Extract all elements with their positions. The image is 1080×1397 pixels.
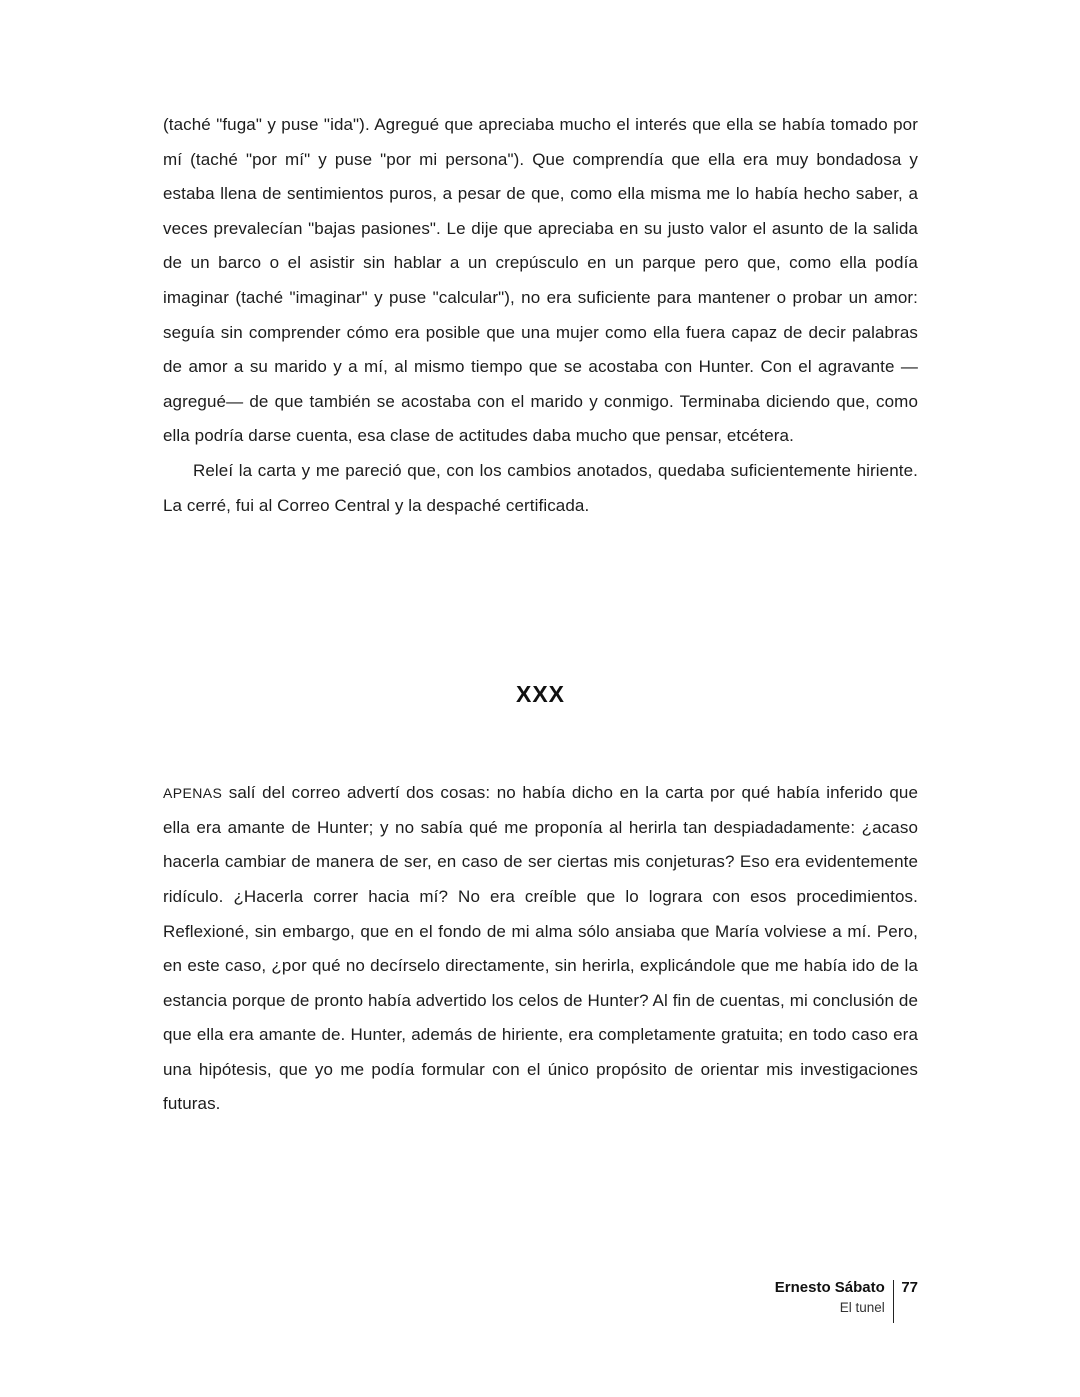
footer-text-block <box>775 1278 893 1317</box>
footer-author: Ernesto Sábato <box>774 1279 885 1296</box>
page-footer <box>775 1278 918 1317</box>
paragraph: Releí la carta y me pareció que, con los cambios anotados, quedaba suficientemente hiriente. La cerré, fui al Correo Central y la despaché certificada. <box>163 460 918 515</box>
footer-pagenum-block <box>894 1278 918 1317</box>
chapter-heading: XXX <box>515 681 566 708</box>
footer-page-number: 77 <box>901 1279 918 1296</box>
paragraph <box>163 776 918 1122</box>
page-content <box>163 108 918 1122</box>
chapter-lead-word: APENAS <box>163 785 223 802</box>
footer-book-title: El tunel <box>839 1300 885 1315</box>
paragraph-text: salí del correo advertí dos cosas: no había dicho en la carta por qué había inferido que ella era amante de Hunter; y no sabía qué me proponía al herirla tan despiadadamente: ¿acaso hacerla cambiar de manera de ser, en caso de ser ciertas mis conjeturas? Eso era evidentemente ridículo. ¿Hacerla correr hacia mí? No era creíble que lo lograra con esos procedimientos. Reflexioné, sin embargo, que en el fondo de mi alma sólo ansiaba que María volviese a mí. Pero, en este caso, ¿por qué no decírselo directamente, sin herirla, explicándole que me había ido de la estancia porque de pronto había advertido los celos de Hunter? Al fin de cuentas, mi conclusión de que ella era amante de. Hunter, además de hiriente, era completamente gratuita; en todo caso era una hipótesis, que yo me podía formular con el único propósito de orientar mis investigaciones futuras. <box>163 783 918 1114</box>
paragraph: (taché "fuga" y puse "ida"). Agregué que apreciaba mucho el interés que ella se había tomado por mí (taché "por mí" y puse "por mi persona"). Que comprendía que ella era muy bondadosa y estaba llena de sentimientos puros, a pesar de que, como ella misma me lo había hecho saber, a veces prevalecían "bajas pasiones". Le dije que apreciaba en su justo valor el asunto de la salida de un barco o el asistir sin hablar a un crepúsculo en un parque pero que, como ella podía imaginar (taché "imaginar" y puse "calcular"), no era suficiente para mantener o probar un amor: seguía sin comprender cómo era posible que una mujer como ella fuera capaz de decir palabras de amor a su marido y a mí, al mismo tiempo que se acostaba con Hunter. Con el agravante —agregué— de que también se acostaba con el marido y conmigo. Terminaba diciendo que, como ella podría darse cuenta, esa clase de actitudes daba mucho que pensar, etcétera. <box>163 115 918 446</box>
